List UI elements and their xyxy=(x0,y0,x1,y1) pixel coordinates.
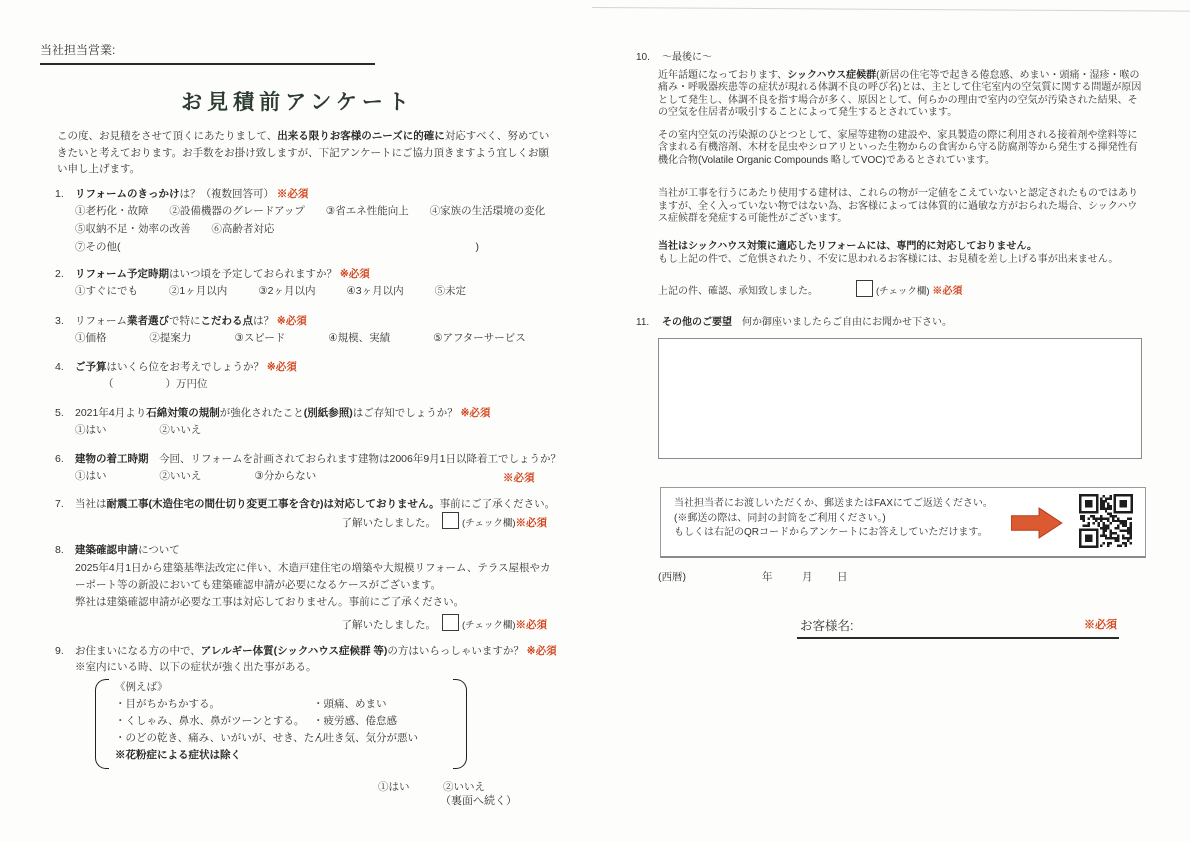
question-number: 4. xyxy=(55,361,64,373)
question-title: 耐震工事(木造住宅の間仕切り変更工事を含む)は対応しておりません。 xyxy=(106,498,440,510)
sales-rep-label: 当社担当営業: xyxy=(40,43,116,57)
option-item[interactable]: ②いいえ xyxy=(159,424,202,436)
return-instructions xyxy=(674,497,993,541)
question-title: その他のご要望 xyxy=(662,317,732,328)
question-note: ※室内にいる時、以下の症状が強く出た事がある。 xyxy=(75,661,317,673)
option-item[interactable]: ②いいえ xyxy=(159,470,202,482)
symptom-item: ・頭痛、めまい xyxy=(313,698,387,710)
question-paragraph: 当社が工事を行うにあたり使用する建材は、これらの物が一定値をこえていないと認定されたものではありますが、全く入っていない物ではない為、お客様によっては体質的に過敏な方がおられた場合、シックハウス症候群を発症する可能性がございます。 xyxy=(658,188,1138,224)
intro-text: この度、お見積をさせて頂くにあたりまして、 xyxy=(57,130,278,142)
required-badge: ※必須 xyxy=(503,472,535,484)
acknowledge-label: 了解いたしました。 xyxy=(341,619,436,631)
date-row[interactable] xyxy=(658,571,978,587)
question-title: リフォームのきっかけ xyxy=(75,188,180,200)
question-7 xyxy=(55,496,556,534)
disclaimer-line: もし上記の件で、ご危惧されたり、不安に思われるお客様には、お見積を差し上げる事が出来ません。 xyxy=(658,254,1119,265)
checkbox-caption: (チェック欄) xyxy=(876,285,930,297)
question-number: 3. xyxy=(55,315,64,327)
question-text: 当社は xyxy=(75,498,107,510)
question-title: 建築確認申請 xyxy=(75,544,138,556)
customer-name-label: お客様名: xyxy=(800,619,854,633)
question-text: で特に xyxy=(168,315,201,327)
option-item[interactable]: ①価格 xyxy=(75,332,107,344)
sales-rep-field[interactable] xyxy=(40,42,375,65)
checkbox-icon[interactable] xyxy=(856,280,873,297)
question-number: 10. xyxy=(636,52,650,63)
required-badge: ※必須 xyxy=(526,645,557,657)
question-text: 事前にご了承ください。 xyxy=(439,498,556,510)
symptom-exclusion-note: ※花粉症による症状は除く xyxy=(115,749,241,761)
other-requests-textbox[interactable] xyxy=(658,338,1142,459)
symptom-examples-block xyxy=(55,679,575,779)
question-number: 9. xyxy=(55,645,64,657)
symptom-item: ・吐き気、気分が悪い xyxy=(313,732,418,744)
option-item[interactable]: ③2ヶ月以内 xyxy=(258,285,316,297)
question-number: 6. xyxy=(55,453,64,465)
paragraph-text-bold: シックハウス症候群 xyxy=(787,69,877,81)
option-item[interactable]: ①すぐにでも xyxy=(75,285,138,297)
question-title: 石綿対策の規制 xyxy=(146,407,220,419)
question-6 xyxy=(55,451,560,485)
option-item[interactable]: ⑤未定 xyxy=(434,285,467,297)
question-3 xyxy=(55,313,560,347)
question-text: 2021年4月より xyxy=(75,407,147,419)
question-paragraph xyxy=(658,70,1146,120)
question-number: 8. xyxy=(55,544,64,556)
disclaimer-bold-line: 当社はシックハウス対策に適応したリフォームには、専門的に対応しておりません。 xyxy=(658,240,1037,252)
question-paragraph: 2025年4月1日から建築基準法改定に伴い、木造戸建住宅の増築や大規模リフォーム、テラス屋根やカーポート等の新設においても建築確認申請が必要になるケースがございます。 xyxy=(75,562,551,591)
acknowledge-label: 了解いたしました。 xyxy=(341,517,436,529)
qr-code xyxy=(1079,494,1133,548)
option-item[interactable]: ③スピード xyxy=(234,332,286,344)
examples-title: 《例えば》 xyxy=(115,681,168,693)
question-title: 業者選び xyxy=(126,315,169,327)
date-month-label: 月 xyxy=(802,571,813,583)
required-badge: ※必須 xyxy=(339,268,370,280)
arrow-right-icon xyxy=(1011,507,1063,544)
date-year-label: 年 xyxy=(762,571,773,583)
question-title: ご予算 xyxy=(75,361,107,373)
intro-text-bold: 出来る限りお客様のニーズに的確に xyxy=(277,130,445,142)
question-title: アレルギー体質(シックハウス症候群 等) xyxy=(200,645,388,657)
question-text: が強化されたこと xyxy=(219,407,304,419)
required-badge: ※必須 xyxy=(276,315,307,327)
option-item[interactable]: ②設備機器のグレードアップ xyxy=(169,205,305,217)
option-item[interactable]: ③省エネ性能向上 xyxy=(325,205,409,217)
intro-text: 対応すべく、努めていきたいと考えております。お手数をお掛け致しますが、下記アンケートにご協力頂きますよう宜しくお願い申し上げます。 xyxy=(57,130,550,175)
question-text: はご存知でしょうか？ xyxy=(352,407,458,419)
required-badge: ※必須 xyxy=(932,285,963,297)
option-item[interactable]: ④規模、実績 xyxy=(328,332,391,344)
required-badge: ※必須 xyxy=(460,407,491,419)
question-title: リフォーム予定時期 xyxy=(75,268,169,280)
question-number: 5. xyxy=(55,407,64,419)
question-2 xyxy=(55,266,560,300)
symptom-item: ・のどの乾き、痛み、いがいが、せき、たん xyxy=(115,732,325,744)
checkbox-icon[interactable] xyxy=(442,614,459,631)
right-bracket xyxy=(453,679,467,769)
return-instruction-line: (※郵送の際は、同封の封筒をご利用ください。) xyxy=(674,512,886,524)
option-item[interactable]: ⑥高齢者対応 xyxy=(211,223,275,235)
question-text: お住まいになる方の中で、 xyxy=(75,645,201,657)
option-item[interactable]: ①老朽化・故障 xyxy=(75,205,149,217)
budget-paren-open: （ xyxy=(103,378,114,390)
option-item[interactable]: ②いいえ xyxy=(443,781,485,793)
option-item[interactable]: ①はい xyxy=(75,470,107,482)
option-item[interactable]: ②提案力 xyxy=(149,332,192,344)
question-11 xyxy=(636,317,1146,330)
intro-paragraph xyxy=(57,128,557,178)
option-item[interactable]: ⑤アフターサービス xyxy=(433,332,526,344)
required-badge: ※必須 xyxy=(515,619,547,631)
continue-on-back-note: （裏面へ続く） xyxy=(440,795,517,807)
question-text: 何か御座いましたらご自由にお聞かせ下さい。 xyxy=(732,317,952,328)
option-item[interactable]: ④3ヶ月以内 xyxy=(346,285,404,297)
question-title: (別紙参照) xyxy=(303,407,353,419)
question-text: リフォーム xyxy=(75,315,127,327)
checkbox-caption: (チェック欄) xyxy=(461,620,516,631)
checkbox-caption: (チェック欄) xyxy=(461,518,516,529)
return-instruction-box xyxy=(660,487,1146,558)
question-text: はいくら位をお考えでしょうか？ xyxy=(106,361,264,373)
budget-unit-label: ）万円位 xyxy=(165,378,208,390)
option-item[interactable]: ②1ヶ月以内 xyxy=(168,285,228,297)
symptom-item: ・目がちかちかする。 xyxy=(115,698,220,710)
symptom-item: ・くしゃみ、鼻水、鼻がツーンとする。 xyxy=(115,715,305,727)
question-9 xyxy=(55,643,575,799)
scan-artifact-line xyxy=(592,7,1190,12)
option-item[interactable]: ①はい xyxy=(75,424,107,436)
customer-name-input-line[interactable] xyxy=(797,637,1119,639)
question-8 xyxy=(55,542,551,636)
required-badge: ※必須 xyxy=(515,517,547,529)
question-text: 今回、リフォームを計画されておられます建物は2006年9月1日以降着工でしょうか？ xyxy=(148,453,562,465)
question-paragraph: 弊社は建築確認申請が必要な工事は対応しておりません。事前にご了承ください。 xyxy=(75,596,465,608)
return-instruction-line: もしくは右記のQRコードからアンケートにお答えしていただけます。 xyxy=(674,527,988,538)
question-5 xyxy=(55,405,560,439)
question-number: 1. xyxy=(55,188,64,200)
option-other[interactable]: ⑦その他( xyxy=(75,241,121,253)
option-item[interactable]: ①はい xyxy=(378,781,410,793)
question-text: はいつ頃を予定しておられますか？ xyxy=(168,268,337,280)
required-badge: ※必須 xyxy=(266,361,297,373)
question-10 xyxy=(636,52,1146,301)
question-title: 建物の着工時期 xyxy=(75,453,149,465)
option-item[interactable]: ③分からない xyxy=(254,470,317,482)
option-item[interactable]: ⑤収納不足・効率の改善 xyxy=(75,223,191,235)
question-text: について xyxy=(138,544,180,556)
paragraph-text: 近年話題になっております、 xyxy=(658,69,788,81)
left-bracket xyxy=(95,679,109,769)
date-day-label: 日 xyxy=(837,571,848,583)
paragraph-text: (新居の住宅等で起きる倦怠感、めまい・頭痛・湿疹・喉の痛み・呼吸器疾患等の症状が現れる体調不良の呼び名)とは、主として住宅室内の空気質に関する問題が原因として発生し、体調不良を指す場合が多く、原因として、何らかの理由で室内の空気が汚染された結果、その空気を住居者が吸引することによって発生するとされています。 xyxy=(658,69,1142,118)
option-item[interactable]: ④家族の生活環境の変化 xyxy=(429,205,546,217)
question-text: は？ xyxy=(252,315,274,327)
question-text: の方はいらっしゃいますか？ xyxy=(387,645,524,657)
option-other-close: ) xyxy=(475,241,479,253)
required-badge: ※必須 xyxy=(276,188,309,200)
page-title: お見積前アンケート xyxy=(181,91,414,114)
symptom-item: ・疲労感、倦怠感 xyxy=(313,715,397,727)
question-4 xyxy=(55,359,560,393)
question-title: こだわる点 xyxy=(200,315,253,327)
question-text: は？（複数回答可） xyxy=(179,188,274,200)
question-number: 7. xyxy=(55,498,64,510)
date-era-label: (西暦) xyxy=(658,571,686,583)
checkbox-icon[interactable] xyxy=(442,512,459,529)
question-paragraph: その室内空気の汚染源のひとつとして、家屋等建物の建設や、家具製造の際に利用される接着剤や塗料等に含まれる有機溶剤、木材を昆虫やシロアリといった生物からの食害から守る防腐剤等から発生する揮発性有機化合物(Volatile Organic Compounds 略してVOC)であるとされています。 xyxy=(658,129,1138,166)
return-instruction-line: 当社担当者にお渡しいただくか、郵送またはFAXにてご返送ください。 xyxy=(674,498,993,509)
question-heading: ～最後に～ xyxy=(662,52,712,63)
question-1 xyxy=(55,186,560,256)
required-badge: ※必須 xyxy=(1084,619,1117,631)
question-number: 11. xyxy=(636,317,650,328)
question-number: 2. xyxy=(55,268,64,280)
acknowledge-label: 上記の件、確認、承知致しました。 xyxy=(658,285,818,297)
